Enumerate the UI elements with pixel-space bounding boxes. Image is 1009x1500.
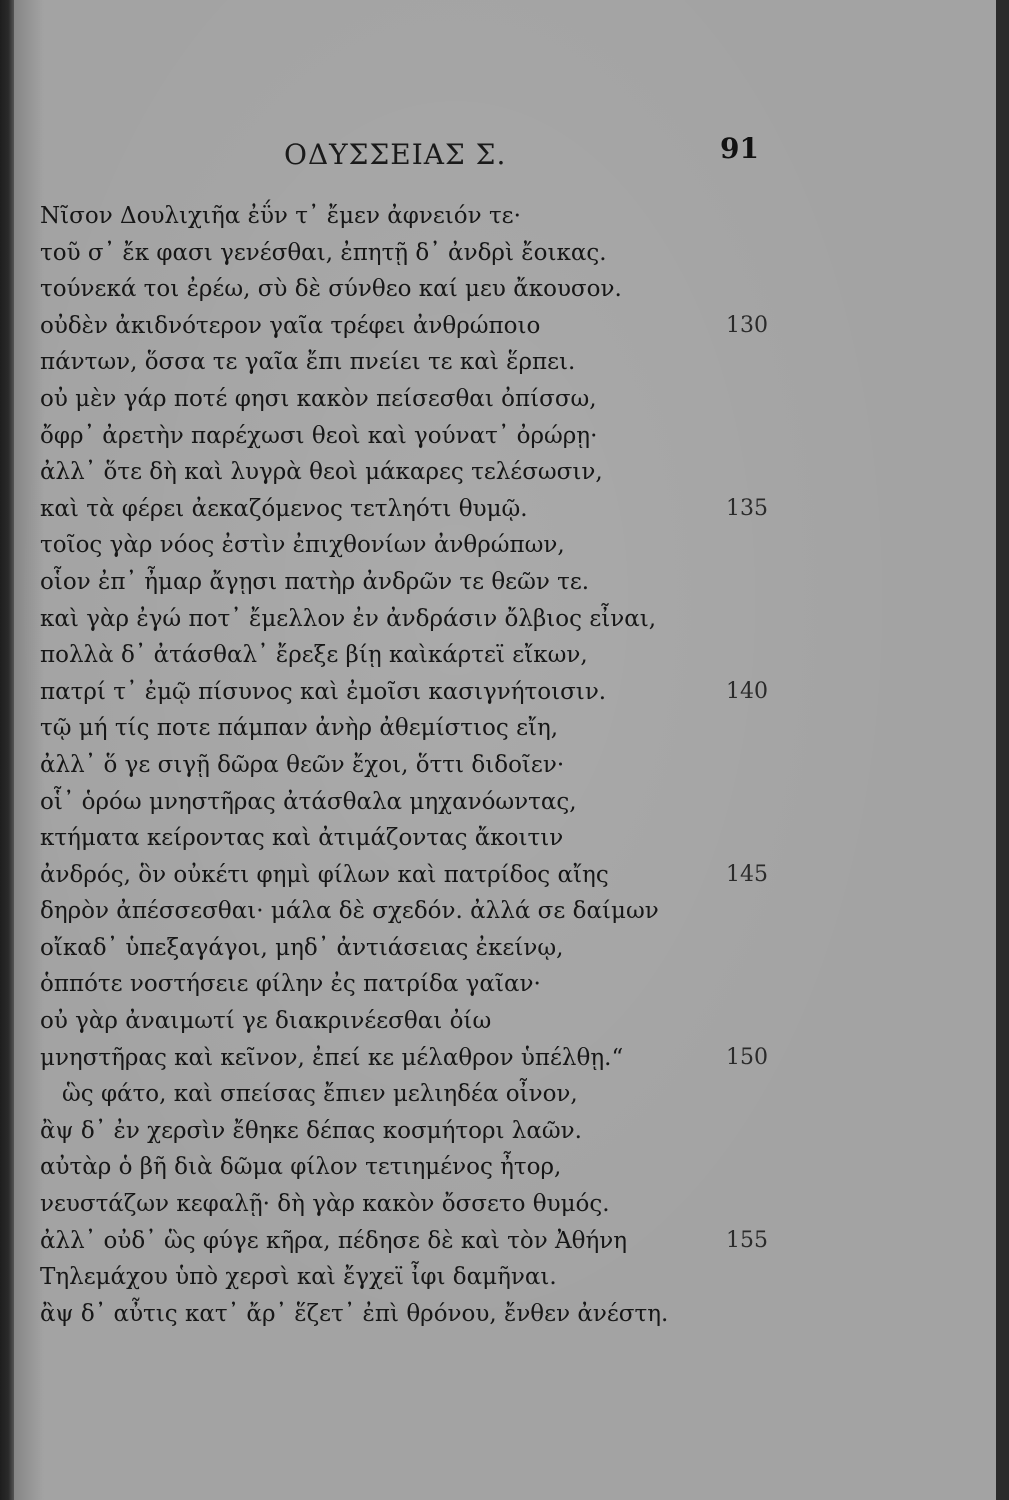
verse-line [40,1296,940,1333]
verse-line [40,674,940,711]
line-number: 140 [726,678,768,704]
verse-text: οὐδὲν ἀκιδνότερον γαῖα τρέφει ἀνθρώποιο [40,312,541,339]
verse-line [40,1113,940,1150]
verse-text: οὐ γὰρ ἀναιμωτί γε διακρινέεσθαι ὀίω [40,1008,492,1035]
verse-text: ἂψ δ᾽ ἐν χερσὶν ἔθηκε δέπας κοσμήτορι λαῶν. [40,1117,582,1144]
verse-text: ἀλλ᾽ ὅτε δὴ καὶ λυγρὰ θεοὶ μάκαρες τελέσωσιν, [40,459,603,486]
book-page [14,0,996,1500]
verse-text: οἷον ἐπ᾽ ἦμαρ ἄγῃσι πατὴρ ἀνδρῶν τε θεῶν τε. [40,568,590,595]
verse-line [40,1149,940,1186]
line-number: 145 [726,861,768,887]
verse-line [40,1076,940,1113]
verse-text: ὣς φάτο, καὶ σπείσας ἔπιεν μελιηδέα οἶνον, [62,1081,578,1108]
verse-block [40,198,940,1332]
verse-line [40,820,940,857]
verse-text: καὶ τὰ φέρει ἀεκαζόμενος τετληότι θυμῷ. [40,495,528,522]
verse-text: δηρὸν ἀπέσσεσθαι· μάλα δὲ σχεδόν. ἀλλά σε δαίμων [40,898,659,925]
verse-line [40,784,940,821]
verse-text: πάντων, ὅσσα τε γαῖα ἔπι πνείει τε καὶ ἕρπει. [40,349,576,376]
line-number: 130 [726,312,768,338]
verse-line [40,564,940,601]
verse-line [40,1186,940,1223]
verse-line [40,930,940,967]
verse-text: αὐτὰρ ὁ βῆ διὰ δῶμα φίλον τετιημένος ἦτορ, [40,1154,562,1181]
verse-text: ἀλλ᾽ ὅ γε σιγῇ δῶρα θεῶν ἔχοι, ὅττι διδοῖεν· [40,751,565,778]
running-head: ΟΔΥΣΣΕΙΑΣ Σ. [284,138,507,171]
verse-line [40,601,940,638]
verse-text: οἴκαδ᾽ ὑπεξαγάγοι, μηδ᾽ ἀντιάσειας ἐκείνῳ, [40,934,564,961]
verse-line [40,637,940,674]
book-binding-edge [0,0,14,1500]
verse-line [40,344,940,381]
verse-line [40,418,940,455]
verse-text: ἀλλ᾽ οὐδ᾽ ὣς φύγε κῆρα, πέδησε δὲ καὶ τὸν Ἀθήνη [40,1227,628,1254]
verse-text: μνηστῆρας καὶ κεῖνον, ἐπεί κε μέλαθρον ὑπέλθῃ.“ [40,1044,624,1071]
verse-line [40,381,940,418]
scan-right-margin [996,0,1009,1500]
verse-text: ὁππότε νοστήσειε φίλην ἐς πατρίδα γαῖαν· [40,971,541,998]
verse-line [40,747,940,784]
verse-text: τῷ μή τίς ποτε πάμπαν ἀνὴρ ἀθεμίστιος εἴη, [40,715,559,742]
verse-line [40,271,940,308]
verse-text: ἀνδρός, ὃν οὐκέτι φημὶ φίλων καὶ πατρίδος αἴης [40,861,609,888]
verse-line [40,1259,940,1296]
verse-line [40,1003,940,1040]
verse-line [40,966,940,1003]
verse-text: πατρί τ᾽ ἐμῷ πίσυνος καὶ ἐμοῖσι κασιγνήτοισιν. [40,678,607,705]
verse-text: τοῦ σ᾽ ἔκ φασι γενέσθαι, ἐπητῇ δ᾽ ἀνδρὶ ἔοικας. [40,239,607,266]
verse-text: οἷ᾽ ὁρόω μνηστῆρας ἀτάσθαλα μηχανόωντας, [40,788,577,815]
verse-text: κτήματα κείροντας καὶ ἀτιμάζοντας ἄκοιτιν [40,825,564,852]
verse-text: νευστάζων κεφαλῇ· δὴ γὰρ κακὸν ὄσσετο θυμός. [40,1191,610,1218]
verse-text: οὐ μὲν γάρ ποτέ φησι κακὸν πείσεσθαι ὀπίσσω, [40,385,597,412]
verse-line [40,857,940,894]
verse-text: τούνεκά τοι ἐρέω, σὺ δὲ σύνθεο καί μευ ἄκουσον. [40,276,622,303]
verse-line [40,1040,940,1077]
verse-text: ἂψ δ᾽ αὖτις κατ᾽ ἄρ᾽ ἕζετ᾽ ἐπὶ θρόνου, ἔνθεν ἀνέστη. [40,1300,669,1327]
verse-text: Νῖσον Δουλιχιῆα ἐΰν τ᾽ ἔμεν ἀφνειόν τε· [40,203,521,229]
page-number: 91 [720,132,759,165]
verse-line [40,235,940,272]
line-number: 135 [726,495,768,521]
verse-line [40,893,940,930]
verse-text: ὄφρ᾽ ἀρετὴν παρέχωσι θεοὶ καὶ γούνατ᾽ ὀρώρῃ· [40,422,598,449]
verse-text: τοῖος γὰρ νόος ἐστὶν ἐπιχθονίων ἀνθρώπων, [40,532,565,559]
line-number: 150 [726,1044,768,1070]
line-number: 155 [726,1227,768,1253]
verse-line [40,308,940,345]
verse-line [40,454,940,491]
verse-text: Τηλεμάχου ὑπὸ χερσὶ καὶ ἔγχεϊ ἶφι δαμῆναι. [40,1264,557,1291]
verse-text: καὶ γὰρ ἐγώ ποτ᾽ ἔμελλον ἐν ἀνδράσιν ὄλβιος εἶναι, [40,605,657,632]
verse-line [40,491,940,528]
verse-line [40,198,940,235]
verse-line [40,1223,940,1260]
verse-text: πολλὰ δ᾽ ἀτάσθαλ᾽ ἔρεξε βίῃ καὶκάρτεϊ εἴκων, [40,642,588,669]
verse-line [40,527,940,564]
verse-line [40,710,940,747]
